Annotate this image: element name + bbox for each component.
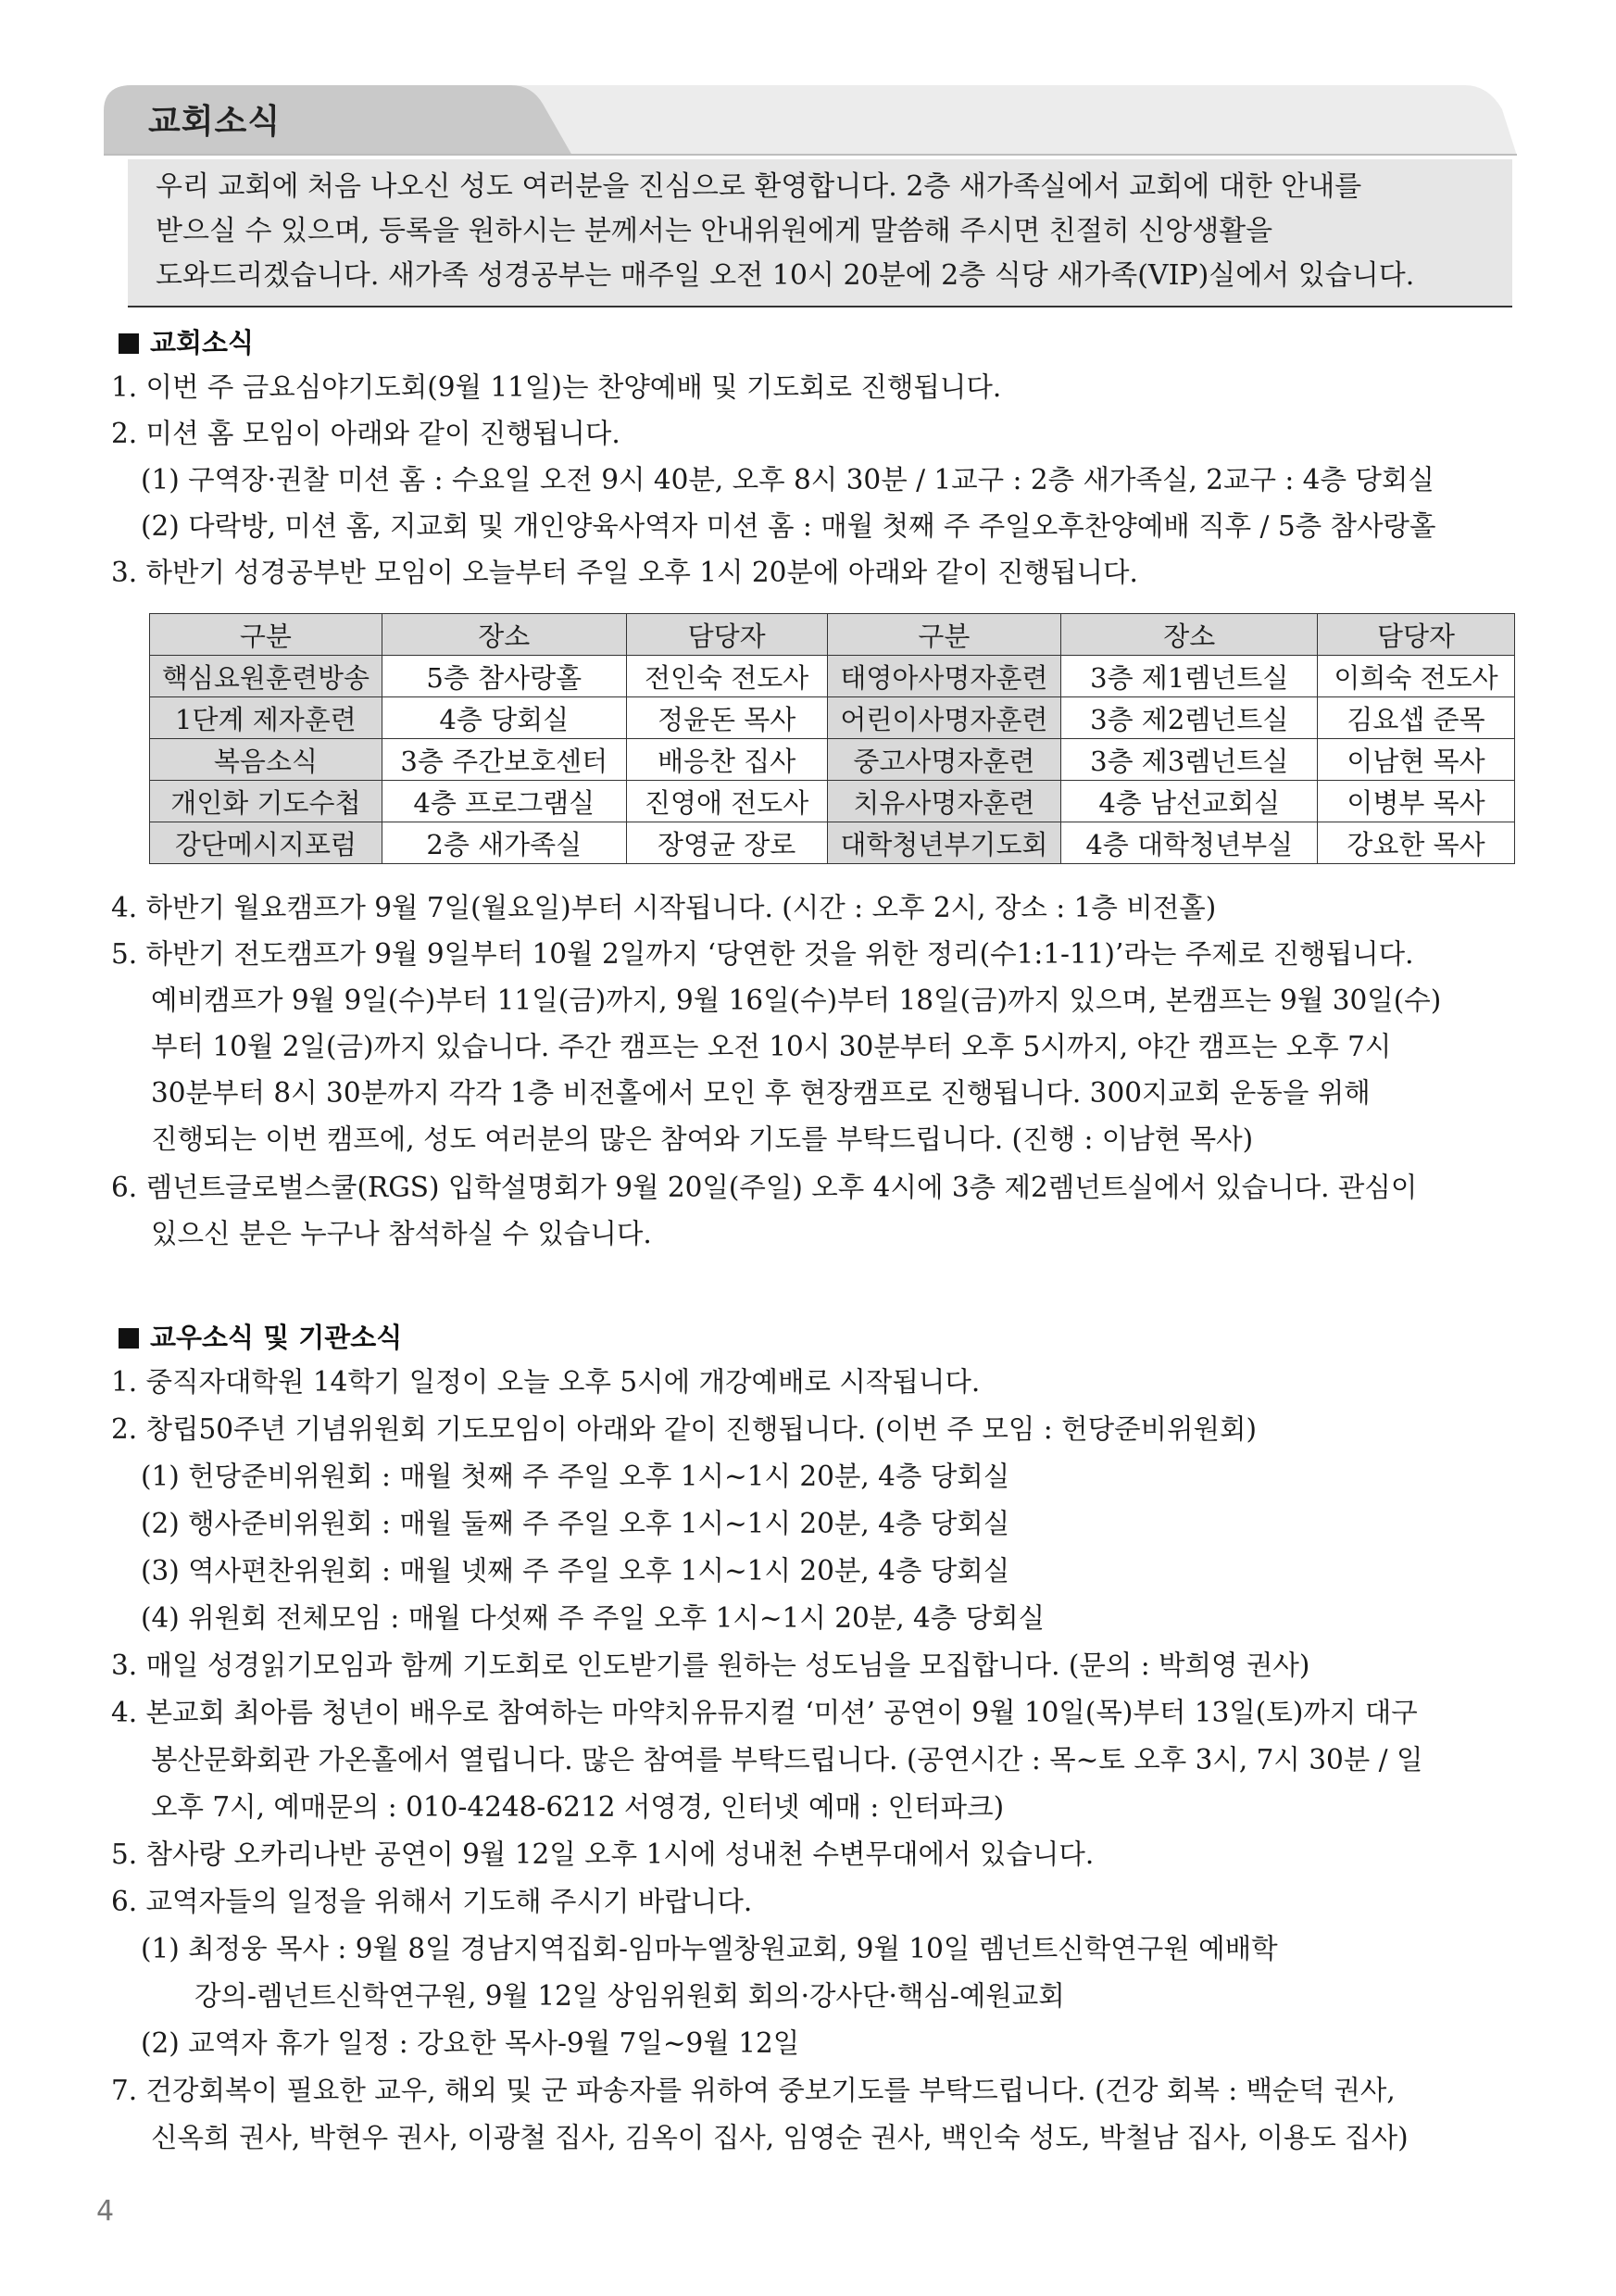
news-continuation: 있으신 분은 누구나 참석하실 수 있습니다. — [151, 1218, 652, 1249]
table-cell: 4층 남선교회실 — [1061, 781, 1318, 822]
column-header: 구분 — [827, 614, 1061, 656]
column-header: 장소 — [382, 614, 626, 656]
news-subitem: (1) 구역장·권찰 미션 홈 : 수요일 오전 9시 40분, 오후 8시 30분 / 1교구 : 2층 새가족실, 2교구 : 4층 당회실 — [141, 464, 1434, 496]
news-item: 1. 중직자대학원 14학기 일정이 오늘 오후 5시에 개강예배로 시작됩니다. — [111, 1366, 981, 1398]
table-cell: 치유사명자훈련 — [827, 781, 1061, 822]
column-header: 담당자 — [626, 614, 827, 656]
table-cell: 1단계 제자훈련 — [150, 697, 382, 739]
news-continuation: 신옥희 권사, 박현우 권사, 이광철 집사, 김옥이 집사, 임영순 권사, 백인숙 성도, 박철남 집사, 이용도 집사) — [151, 2122, 1409, 2153]
table-cell: 2층 새가족실 — [382, 822, 626, 864]
bible-study-table — [149, 613, 1515, 864]
news-item: 1. 이번 주 금요심야기도회(9월 11일)는 찬양예배 및 기도회로 진행됩니다. — [111, 371, 1002, 403]
table-cell: 배응찬 집사 — [626, 739, 827, 781]
table-cell: 전인숙 전도사 — [626, 656, 827, 697]
table-cell: 이병부 목사 — [1318, 781, 1515, 822]
table-cell: 이남현 목사 — [1318, 739, 1515, 781]
news-item: 3. 매일 성경읽기모임과 함께 기도회로 인도받기를 원하는 성도님을 모집합니다. (문의 : 박희영 권사) — [111, 1650, 1310, 1681]
news-continuation: 예비캠프가 9월 9일(수)부터 11일(금)까지, 9월 16일(수)부터 18일(금)까지 있으며, 본캠프는 9월 30일(수) — [151, 985, 1442, 1016]
welcome-line: 도와드리겠습니다. 새가족 성경공부는 매주일 오전 10시 20분에 2층 식당 새가족(VIP)실에서 있습니다. — [156, 259, 1415, 292]
table-cell: 핵심요원훈련방송 — [150, 656, 382, 697]
table-row — [150, 656, 1515, 697]
news-item: 6. 교역자들의 일정을 위해서 기도해 주시기 바랍니다. — [111, 1886, 753, 1917]
table-cell: 장영균 장로 — [626, 822, 827, 864]
page-title: 교회소식 — [148, 103, 282, 141]
news-continuation: 오후 7시, 예매문의 : 010-4248-6212 서영경, 인터넷 예매 : 인터파크) — [151, 1791, 1005, 1823]
column-header: 구분 — [150, 614, 382, 656]
table-cell: 진영애 전도사 — [626, 781, 827, 822]
news-subitem: (1) 헌당준비위원회 : 매월 첫째 주 주일 오후 1시~1시 20분, 4층 당회실 — [141, 1461, 1010, 1492]
table-cell: 4층 프로그램실 — [382, 781, 626, 822]
news-item: 4. 하반기 월요캠프가 9월 7일(월요일)부터 시작됩니다. (시간 : 오후 2시, 장소 : 1층 비전홀) — [111, 892, 1217, 923]
news-item: 4. 본교회 최아름 청년이 배우로 참여하는 마약치유뮤지컬 ‘미션’ 공연이 9월 10일(목)부터 13일(토)까지 대구 — [111, 1697, 1418, 1728]
section-header-tab — [104, 83, 1517, 156]
news-item: 2. 창립50주년 기념위원회 기도모임이 아래와 같이 진행됩니다. (이번 주 모임 : 헌당준비위원회) — [111, 1413, 1258, 1445]
table-cell: 대학청년부기도회 — [827, 822, 1061, 864]
table-cell: 개인화 기도수첩 — [150, 781, 382, 822]
table-cell: 강단메시지포럼 — [150, 822, 382, 864]
news-subitem: (2) 다락방, 미션 홈, 지교회 및 개인양육사역자 미션 홈 : 매월 첫째 주 주일오후찬양예배 직후 / 5층 참사랑홀 — [141, 510, 1436, 542]
news-item: 7. 건강회복이 필요한 교우, 해외 및 군 파송자를 위하여 중보기도를 부탁드립니다. (건강 회복 : 백순덕 권사, — [111, 2075, 1396, 2106]
table-cell: 어린이사명자훈련 — [827, 697, 1061, 739]
news-item: 5. 하반기 전도캠프가 9월 9일부터 10월 2일까지 ‘당연한 것을 위한 정리(수1:1-11)’라는 주제로 진행됩니다. — [111, 938, 1414, 970]
news-continuation: 봉산문화회관 가온홀에서 열립니다. 많은 참여를 부탁드립니다. (공연시간 : 목~토 오후 3시, 7시 30분 / 일 — [151, 1744, 1423, 1775]
table-cell: 3층 제3렘넌트실 — [1061, 739, 1318, 781]
table-row — [150, 781, 1515, 822]
news-subitem: (1) 최정웅 목사 : 9월 8일 경남지역집회-임마누엘창원교회, 9월 10일 렘넌트신학연구원 예배학 — [141, 1933, 1278, 1964]
news-subitem: (2) 교역자 휴가 일정 : 강요한 목사-9월 7일~9월 12일 — [141, 2027, 800, 2059]
table-cell: 3층 제2렘넌트실 — [1061, 697, 1318, 739]
welcome-line: 받으실 수 있으며, 등록을 원하시는 분께서는 안내위원에게 말씀해 주시면 친절히 신앙생활을 — [156, 215, 1273, 247]
news-continuation: 진행되는 이번 캠프에, 성도 여러분의 많은 참여와 기도를 부탁드립니다. (진행 : 이남현 목사) — [151, 1123, 1254, 1155]
table-header-row — [150, 614, 1515, 656]
news-item: 5. 참사랑 오카리나반 공연이 9월 12일 오후 1시에 성내천 수변무대에서 있습니다. — [111, 1838, 1095, 1870]
table-cell: 태영아사명자훈련 — [827, 656, 1061, 697]
news-continuation: 부터 10월 2일(금)까지 있습니다. 주간 캠프는 오전 10시 30분부터 오후 5시까지, 야간 캠프는 오후 7시 — [151, 1031, 1392, 1062]
table-row — [150, 739, 1515, 781]
square-bullet-icon — [119, 333, 139, 354]
member-news-heading — [119, 1317, 402, 1355]
news-item: 3. 하반기 성경공부반 모임이 오늘부터 주일 오후 1시 20분에 아래와 같이 진행됩니다. — [111, 557, 1138, 588]
table-cell: 3층 주간보호센터 — [382, 739, 626, 781]
welcome-box — [128, 159, 1512, 307]
table-cell: 3층 제1렘넌트실 — [1061, 656, 1318, 697]
heading-text: 교우소식 및 기관소식 — [150, 1322, 403, 1353]
table-cell: 복음소식 — [150, 739, 382, 781]
news-subitem: (4) 위원회 전체모임 : 매월 다섯째 주 주일 오후 1시~1시 20분, 4층 당회실 — [141, 1602, 1046, 1634]
table-cell: 강요한 목사 — [1318, 822, 1515, 864]
column-header: 장소 — [1061, 614, 1318, 656]
page-number: 4 — [96, 2195, 115, 2227]
news-subitem: (3) 역사편찬위원회 : 매월 넷째 주 주일 오후 1시~1시 20분, 4층 당회실 — [141, 1555, 1010, 1587]
table-row — [150, 822, 1515, 864]
table-cell: 중고사명자훈련 — [827, 739, 1061, 781]
column-header: 담당자 — [1318, 614, 1515, 656]
heading-text: 교회소식 — [150, 327, 255, 358]
news-item: 6. 렘넌트글로벌스쿨(RGS) 입학설명회가 9월 20일(주일) 오후 4시에 3층 제2렘넌트실에서 있습니다. 관심이 — [111, 1172, 1418, 1203]
news-continuation: 30분부터 8시 30분까지 각각 1층 비전홀에서 모인 후 현장캠프로 진행됩니다. 300지교회 운동을 위해 — [151, 1077, 1371, 1109]
table-cell: 정윤돈 목사 — [626, 697, 827, 739]
table-cell: 이희숙 전도사 — [1318, 656, 1515, 697]
church-news-heading — [119, 322, 254, 360]
table-cell: 김요셉 준목 — [1318, 697, 1515, 739]
table-cell: 4층 대학청년부실 — [1061, 822, 1318, 864]
news-subitem: (2) 행사준비위원회 : 매월 둘째 주 주일 오후 1시~1시 20분, 4층 당회실 — [141, 1508, 1010, 1539]
welcome-line: 우리 교회에 처음 나오신 성도 여러분을 진심으로 환영합니다. 2층 새가족실에서 교회에 대한 안내를 — [156, 170, 1362, 203]
table-row — [150, 697, 1515, 739]
news-continuation: 강의-렘넌트신학연구원, 9월 12일 상임위원회 회의·강사단·핵심-예원교회 — [194, 1980, 1065, 2012]
square-bullet-icon — [119, 1328, 139, 1349]
table-cell: 4층 당회실 — [382, 697, 626, 739]
table-cell: 5층 참사랑홀 — [382, 656, 626, 697]
news-item: 2. 미션 홈 모임이 아래와 같이 진행됩니다. — [111, 418, 620, 449]
